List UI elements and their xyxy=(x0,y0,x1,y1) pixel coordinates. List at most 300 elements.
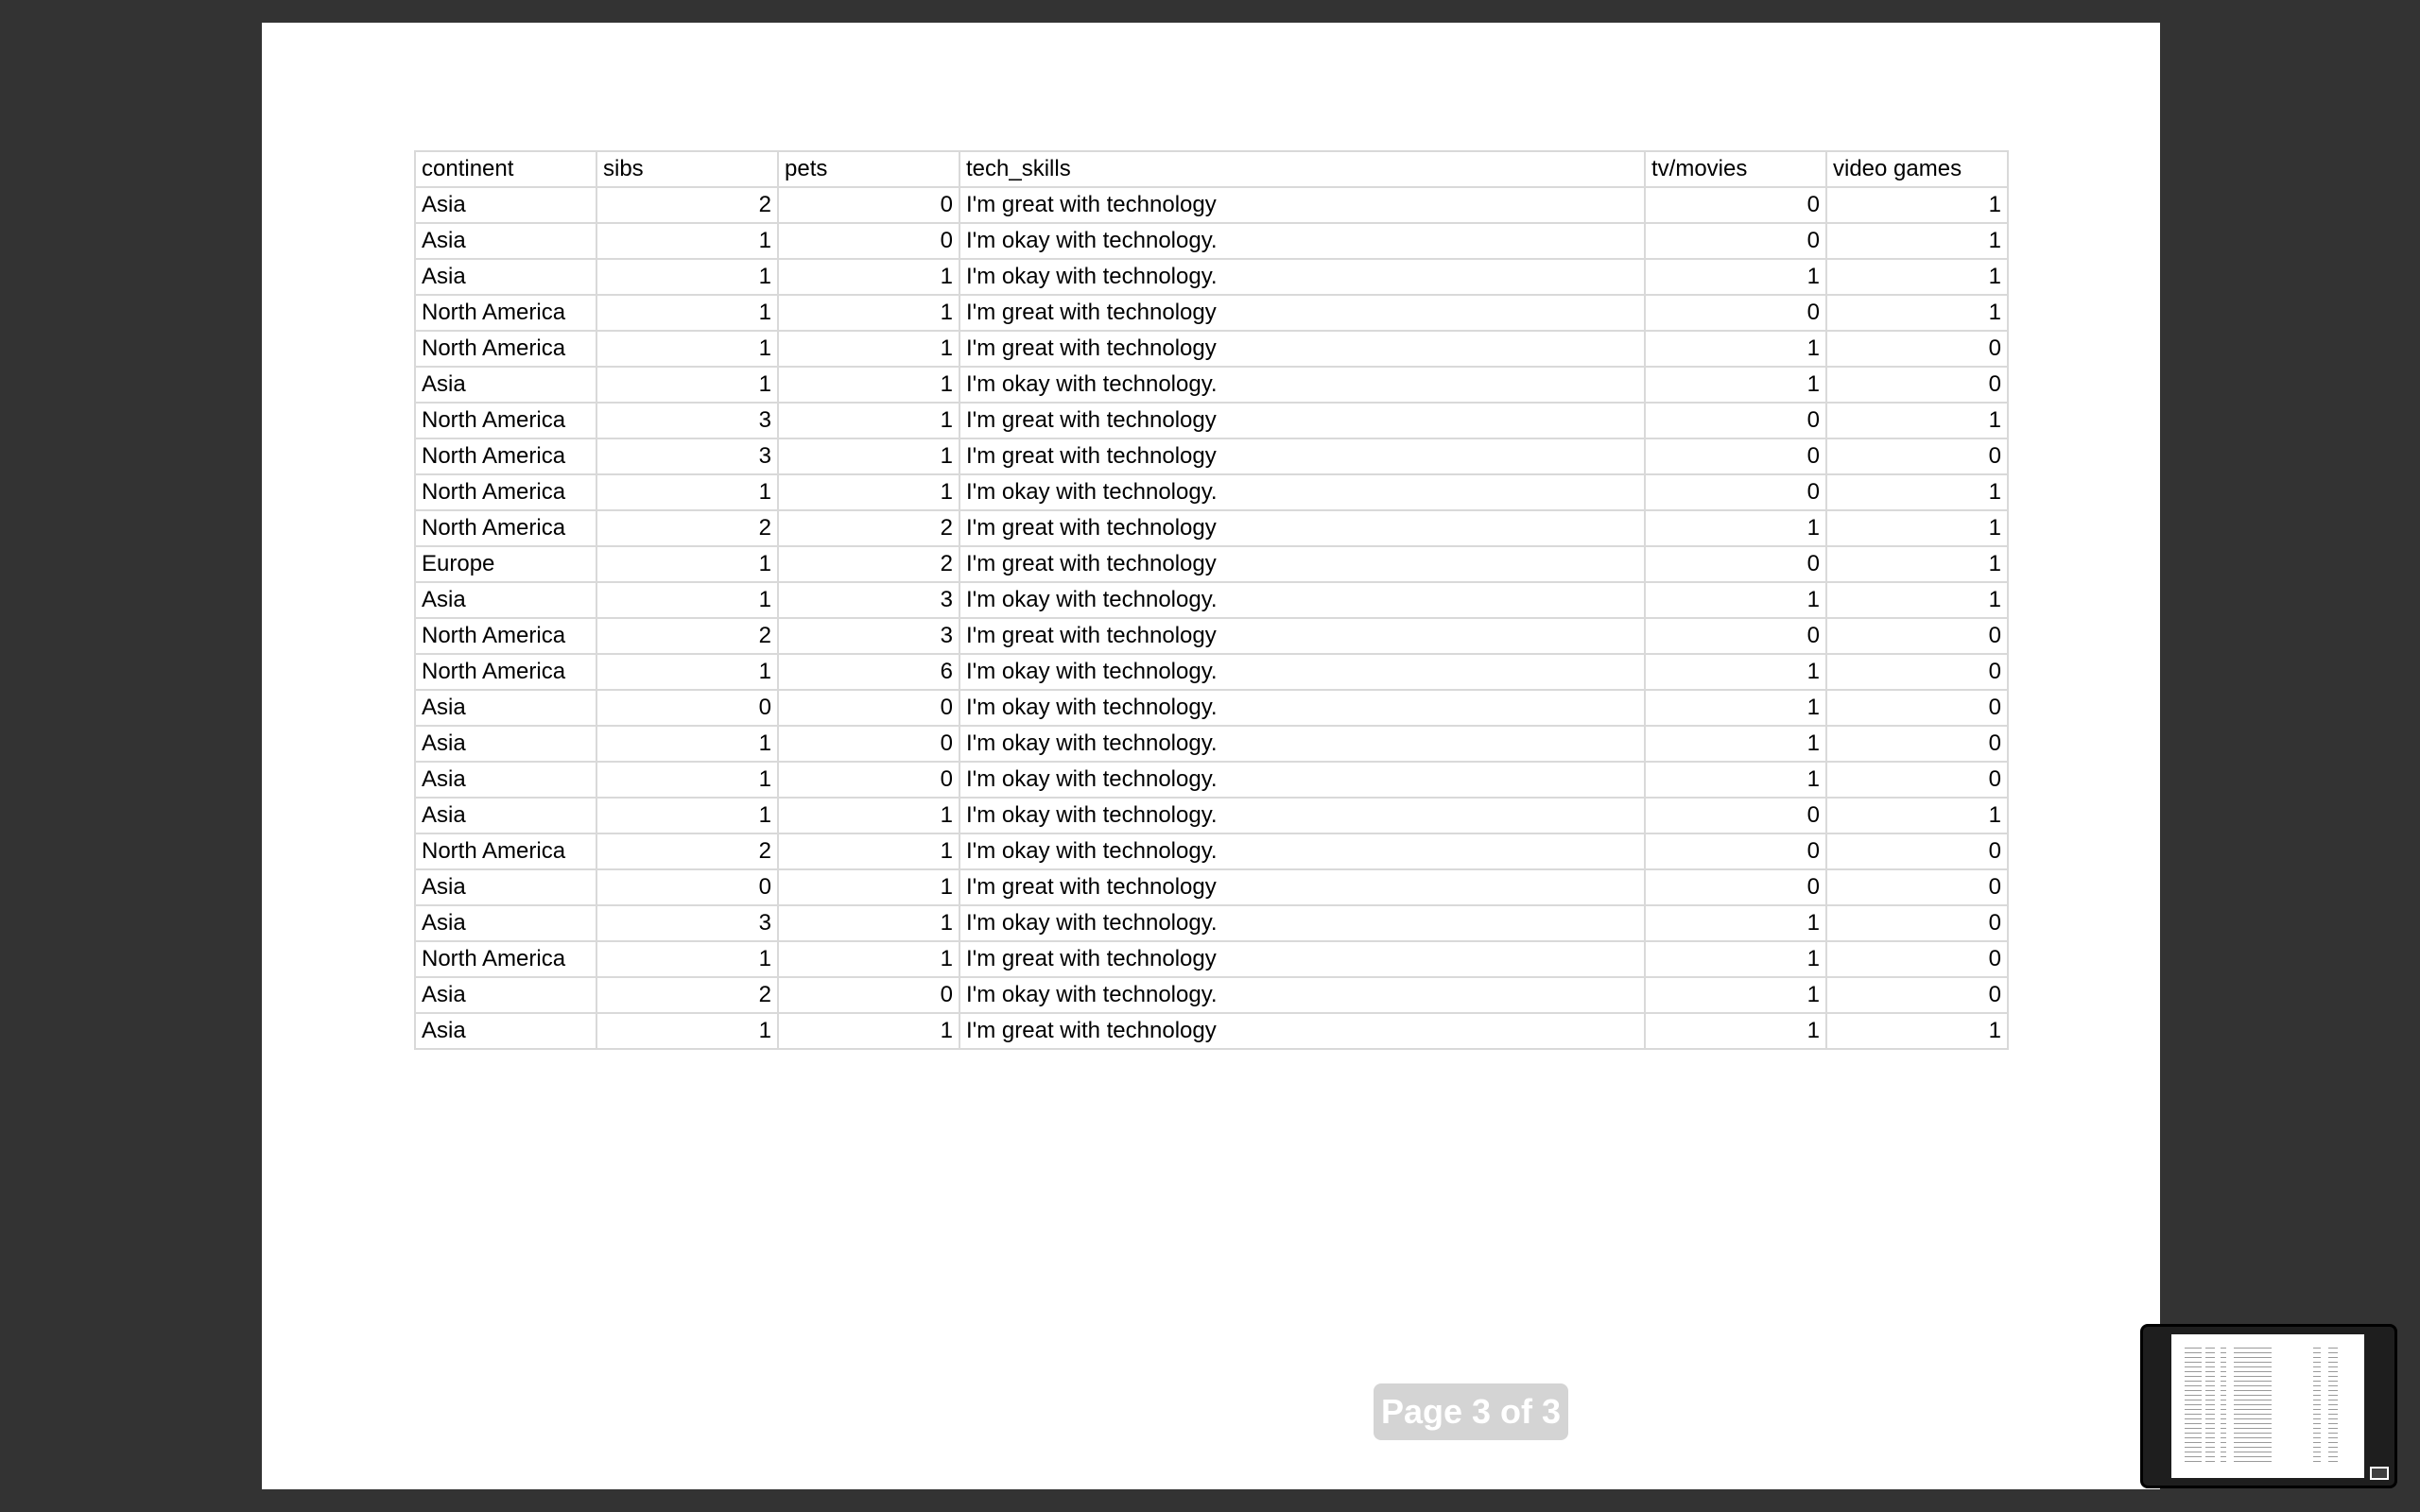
thumbnail-line xyxy=(2328,1366,2338,1367)
table-cell[interactable]: I'm okay with technology. xyxy=(959,690,1645,726)
page-thumbnail-navigator[interactable] xyxy=(2140,1324,2397,1488)
table-row xyxy=(415,438,2008,474)
table-cell[interactable]: 0 xyxy=(1645,798,1826,833)
table-cell[interactable]: 1 xyxy=(596,331,778,367)
table-row xyxy=(415,403,2008,438)
table-cell[interactable]: 0 xyxy=(1645,223,1826,259)
thumbnail-line xyxy=(2328,1442,2338,1443)
thumbnail-line xyxy=(2313,1357,2321,1358)
thumbnail-line xyxy=(2221,1409,2226,1410)
thumbnail-line xyxy=(2205,1447,2215,1448)
table-cell[interactable]: 0 xyxy=(778,762,959,798)
table-cell[interactable]: I'm okay with technology. xyxy=(959,654,1645,690)
table-cell[interactable]: I'm great with technology xyxy=(959,295,1645,331)
thumbnail-line xyxy=(2185,1357,2202,1358)
table-cell[interactable]: Asia xyxy=(415,690,596,726)
table-cell[interactable]: 1 xyxy=(596,223,778,259)
thumbnail-line xyxy=(2221,1395,2226,1396)
table-cell[interactable]: 1 xyxy=(596,654,778,690)
column-header[interactable]: video games xyxy=(1826,151,2008,187)
table-cell[interactable]: 3 xyxy=(596,905,778,941)
thumbnail-line xyxy=(2205,1371,2215,1372)
table-cell[interactable]: North America xyxy=(415,510,596,546)
table-row xyxy=(415,331,2008,367)
table-cell[interactable]: North America xyxy=(415,833,596,869)
data-table xyxy=(414,150,2009,1050)
table-cell[interactable]: 1 xyxy=(1826,187,2008,223)
thumbnail-line xyxy=(2221,1376,2226,1377)
thumbnail-line xyxy=(2205,1428,2215,1429)
thumbnail-line xyxy=(2221,1442,2226,1443)
table-cell[interactable]: Asia xyxy=(415,762,596,798)
thumbnail-line xyxy=(2185,1418,2202,1419)
thumbnail-line xyxy=(2185,1428,2202,1429)
thumbnail-line xyxy=(2221,1404,2226,1405)
table-cell[interactable]: 2 xyxy=(596,510,778,546)
thumbnail-line xyxy=(2313,1428,2321,1429)
thumbnail-line xyxy=(2234,1423,2272,1424)
thumbnail-line xyxy=(2205,1385,2215,1386)
thumbnail-line xyxy=(2234,1348,2272,1349)
thumbnail-line xyxy=(2234,1385,2272,1386)
thumbnail-line xyxy=(2313,1442,2321,1443)
thumbnail-line xyxy=(2328,1395,2338,1396)
table-cell[interactable]: 1 xyxy=(1645,331,1826,367)
table-cell[interactable]: I'm okay with technology. xyxy=(959,223,1645,259)
thumbnail-line xyxy=(2185,1456,2202,1457)
thumbnail-line xyxy=(2221,1423,2226,1424)
table-cell[interactable]: 1 xyxy=(778,438,959,474)
thumbnail-line xyxy=(2185,1395,2202,1396)
table-row xyxy=(415,618,2008,654)
table-cell[interactable]: 0 xyxy=(1645,833,1826,869)
thumbnail-line xyxy=(2234,1428,2272,1429)
table-cell[interactable]: 1 xyxy=(596,941,778,977)
thumbnail-line xyxy=(2185,1390,2202,1391)
thumbnail-line xyxy=(2221,1437,2226,1438)
thumbnail-line xyxy=(2185,1371,2202,1372)
thumbnail-line xyxy=(2328,1352,2338,1353)
thumbnail-line xyxy=(2205,1357,2215,1358)
thumbnail-line xyxy=(2221,1447,2226,1448)
table-cell[interactable]: 1 xyxy=(778,367,959,403)
table-cell[interactable]: I'm okay with technology. xyxy=(959,582,1645,618)
table-cell[interactable]: 0 xyxy=(1826,869,2008,905)
table-cell[interactable]: 0 xyxy=(1826,690,2008,726)
table-cell[interactable]: 2 xyxy=(778,510,959,546)
table-cell[interactable]: 1 xyxy=(1826,546,2008,582)
thumbnail-line xyxy=(2313,1362,2321,1363)
table-cell[interactable]: Asia xyxy=(415,582,596,618)
table-cell[interactable]: 2 xyxy=(596,618,778,654)
table-cell[interactable]: 1 xyxy=(778,474,959,510)
table-cell[interactable]: I'm great with technology xyxy=(959,546,1645,582)
table-cell[interactable]: 0 xyxy=(1645,438,1826,474)
table-row xyxy=(415,654,2008,690)
table-cell[interactable]: 0 xyxy=(778,187,959,223)
table-row xyxy=(415,941,2008,977)
table-cell[interactable]: 1 xyxy=(596,367,778,403)
table-cell[interactable]: 0 xyxy=(596,690,778,726)
thumbnail-line xyxy=(2205,1362,2215,1363)
table-row xyxy=(415,223,2008,259)
table-cell[interactable]: 1 xyxy=(778,869,959,905)
thumbnail-line xyxy=(2313,1390,2321,1391)
thumbnail-line xyxy=(2234,1381,2272,1382)
table-cell[interactable]: North America xyxy=(415,941,596,977)
thumbnail-line xyxy=(2185,1376,2202,1377)
table-cell[interactable]: Asia xyxy=(415,977,596,1013)
table-row xyxy=(415,905,2008,941)
thumbnail-line xyxy=(2313,1348,2321,1349)
table-cell[interactable]: 1 xyxy=(1645,1013,1826,1049)
table-cell[interactable]: Asia xyxy=(415,223,596,259)
table-cell[interactable]: I'm great with technology xyxy=(959,403,1645,438)
table-cell[interactable]: 1 xyxy=(596,1013,778,1049)
thumbnail-line xyxy=(2313,1395,2321,1396)
table-cell[interactable]: 1 xyxy=(1645,582,1826,618)
thumbnail-line xyxy=(2205,1404,2215,1405)
table-cell[interactable]: 1 xyxy=(1826,295,2008,331)
thumbnail-line xyxy=(2328,1423,2338,1424)
table-row xyxy=(415,187,2008,223)
column-header[interactable]: tv/movies xyxy=(1645,151,1826,187)
thumbnail-line xyxy=(2221,1362,2226,1363)
thumbnail-line xyxy=(2234,1366,2272,1367)
thumbnail-line xyxy=(2185,1366,2202,1367)
table-cell[interactable]: 1 xyxy=(1826,582,2008,618)
thumbnail-line xyxy=(2221,1414,2226,1415)
thumbnail-line xyxy=(2185,1423,2202,1424)
table-cell[interactable]: I'm great with technology xyxy=(959,187,1645,223)
thumbnail-line xyxy=(2205,1442,2215,1443)
table-cell[interactable]: Asia xyxy=(415,798,596,833)
table-cell[interactable]: 0 xyxy=(1645,546,1826,582)
thumbnail-line xyxy=(2313,1385,2321,1386)
table-cell[interactable]: 1 xyxy=(778,833,959,869)
table-cell[interactable]: 1 xyxy=(596,546,778,582)
thumbnail-line xyxy=(2205,1395,2215,1396)
thumbnail-line xyxy=(2313,1437,2321,1438)
thumbnail-line xyxy=(2221,1428,2226,1429)
thumbnail-line xyxy=(2234,1456,2272,1457)
thumbnail-line xyxy=(2185,1442,2202,1443)
thumbnail-line xyxy=(2234,1357,2272,1358)
thumbnail-line xyxy=(2313,1423,2321,1424)
thumbnail-line xyxy=(2313,1456,2321,1457)
thumbnail-line xyxy=(2221,1371,2226,1372)
thumbnail-line xyxy=(2221,1357,2226,1358)
table-cell[interactable]: I'm great with technology xyxy=(959,1013,1645,1049)
table-row xyxy=(415,295,2008,331)
table-cell[interactable]: I'm great with technology xyxy=(959,331,1645,367)
table-cell[interactable]: 3 xyxy=(596,438,778,474)
table-cell[interactable]: 0 xyxy=(1826,941,2008,977)
table-cell[interactable]: Asia xyxy=(415,1013,596,1049)
thumbnail-line xyxy=(2205,1433,2215,1434)
table-cell[interactable]: 3 xyxy=(596,403,778,438)
table-cell[interactable]: 0 xyxy=(1826,726,2008,762)
thumbnail-line xyxy=(2205,1390,2215,1391)
table-cell[interactable]: 1 xyxy=(596,259,778,295)
thumbnail-line xyxy=(2328,1348,2338,1349)
thumbnail-line xyxy=(2313,1409,2321,1410)
thumbnail-line xyxy=(2328,1456,2338,1457)
thumbnail-line xyxy=(2328,1409,2338,1410)
table-cell[interactable]: 3 xyxy=(778,582,959,618)
thumbnail-line xyxy=(2234,1404,2272,1405)
table-cell[interactable]: 1 xyxy=(596,295,778,331)
table-cell[interactable]: 1 xyxy=(1645,941,1826,977)
thumbnail-line xyxy=(2328,1357,2338,1358)
table-cell[interactable]: North America xyxy=(415,403,596,438)
thumbnail-line xyxy=(2221,1366,2226,1367)
thumbnail-line xyxy=(2185,1461,2202,1462)
thumbnail-line xyxy=(2234,1390,2272,1391)
table-cell[interactable]: 1 xyxy=(596,762,778,798)
thumbnail-line xyxy=(2328,1362,2338,1363)
thumbnail-line xyxy=(2221,1461,2226,1462)
table-cell[interactable]: I'm okay with technology. xyxy=(959,259,1645,295)
thumbnail-line xyxy=(2185,1414,2202,1415)
table-cell[interactable]: 1 xyxy=(596,582,778,618)
document-page xyxy=(262,23,2160,1489)
thumbnail-line xyxy=(2185,1433,2202,1434)
table-cell[interactable]: 0 xyxy=(1826,905,2008,941)
thumbnail-line xyxy=(2205,1409,2215,1410)
table-row xyxy=(415,977,2008,1013)
table-row xyxy=(415,582,2008,618)
table-cell[interactable]: 1 xyxy=(1826,798,2008,833)
thumbnail-line xyxy=(2313,1461,2321,1462)
table-row xyxy=(415,1013,2008,1049)
thumbnail-viewport-handle[interactable] xyxy=(2370,1467,2389,1480)
table-cell[interactable]: 1 xyxy=(596,798,778,833)
table-cell[interactable]: 0 xyxy=(1826,618,2008,654)
table-cell[interactable]: 1 xyxy=(1645,367,1826,403)
table-cell[interactable]: 0 xyxy=(1826,977,2008,1013)
thumbnail-line xyxy=(2234,1352,2272,1353)
thumbnail-line xyxy=(2313,1352,2321,1353)
thumbnail-line xyxy=(2328,1447,2338,1448)
thumbnail-line xyxy=(2313,1418,2321,1419)
thumbnail-line xyxy=(2205,1461,2215,1462)
table-cell[interactable]: I'm great with technology xyxy=(959,941,1645,977)
thumbnail-line xyxy=(2185,1447,2202,1448)
thumbnail-line xyxy=(2313,1371,2321,1372)
table-cell[interactable]: 0 xyxy=(778,726,959,762)
thumbnail-line xyxy=(2205,1418,2215,1419)
table-cell[interactable]: 1 xyxy=(1826,1013,2008,1049)
table-cell[interactable]: Asia xyxy=(415,905,596,941)
table-cell[interactable]: North America xyxy=(415,474,596,510)
table-cell[interactable]: I'm okay with technology. xyxy=(959,798,1645,833)
thumbnail-line xyxy=(2205,1456,2215,1457)
table-cell[interactable]: 1 xyxy=(1826,403,2008,438)
table-cell[interactable]: 0 xyxy=(1645,403,1826,438)
table-cell[interactable]: 1 xyxy=(778,331,959,367)
table-cell[interactable]: North America xyxy=(415,654,596,690)
thumbnail-line xyxy=(2328,1414,2338,1415)
thumbnail-line xyxy=(2205,1423,2215,1424)
table-cell[interactable]: 1 xyxy=(1645,510,1826,546)
table-cell[interactable]: 0 xyxy=(778,223,959,259)
table-row xyxy=(415,367,2008,403)
thumbnail-line xyxy=(2221,1352,2226,1353)
table-cell[interactable]: 0 xyxy=(778,690,959,726)
thumbnail-line xyxy=(2221,1348,2226,1349)
thumbnail-line xyxy=(2234,1418,2272,1419)
thumbnail-line xyxy=(2185,1348,2202,1349)
thumbnail-line xyxy=(2234,1433,2272,1434)
thumbnail-line xyxy=(2221,1390,2226,1391)
table-cell[interactable]: 1 xyxy=(1645,654,1826,690)
table-cell[interactable]: I'm great with technology xyxy=(959,618,1645,654)
table-cell[interactable]: 1 xyxy=(596,474,778,510)
table-cell[interactable]: I'm okay with technology. xyxy=(959,474,1645,510)
table-cell[interactable]: 1 xyxy=(778,259,959,295)
table-cell[interactable]: North America xyxy=(415,295,596,331)
table-cell[interactable]: 0 xyxy=(1826,438,2008,474)
table-cell[interactable]: 3 xyxy=(778,618,959,654)
table-cell[interactable]: Asia xyxy=(415,726,596,762)
thumbnail-line xyxy=(2313,1381,2321,1382)
thumbnail-line xyxy=(2234,1409,2272,1410)
table-cell[interactable]: 1 xyxy=(778,1013,959,1049)
table-cell[interactable]: Asia xyxy=(415,367,596,403)
thumbnail-line xyxy=(2234,1437,2272,1438)
table-row xyxy=(415,833,2008,869)
table-cell[interactable]: 1 xyxy=(596,726,778,762)
thumbnail-line xyxy=(2328,1433,2338,1434)
table-cell[interactable]: Asia xyxy=(415,187,596,223)
thumbnail-line xyxy=(2205,1348,2215,1349)
table-cell[interactable]: 1 xyxy=(778,798,959,833)
thumbnail-line xyxy=(2205,1437,2215,1438)
table-cell[interactable]: 0 xyxy=(1645,869,1826,905)
thumbnail-line xyxy=(2185,1437,2202,1438)
column-header[interactable]: sibs xyxy=(596,151,778,187)
thumbnail-line xyxy=(2185,1385,2202,1386)
column-header[interactable]: pets xyxy=(778,151,959,187)
table-cell[interactable]: I'm okay with technology. xyxy=(959,367,1645,403)
table-cell[interactable]: I'm okay with technology. xyxy=(959,905,1645,941)
table-cell[interactable]: 1 xyxy=(1645,690,1826,726)
table-cell[interactable]: Europe xyxy=(415,546,596,582)
table-cell[interactable]: 1 xyxy=(778,403,959,438)
thumbnail-line xyxy=(2313,1433,2321,1434)
thumbnail-line xyxy=(2185,1381,2202,1382)
column-header[interactable]: tech_skills xyxy=(959,151,1645,187)
table-row xyxy=(415,798,2008,833)
table-row xyxy=(415,259,2008,295)
thumbnail-line xyxy=(2234,1414,2272,1415)
table-cell[interactable]: 0 xyxy=(1826,654,2008,690)
thumbnail-line xyxy=(2234,1447,2272,1448)
page-thumbnail-icon[interactable] xyxy=(2171,1334,2364,1478)
table-cell[interactable]: 0 xyxy=(778,977,959,1013)
table-cell[interactable]: 1 xyxy=(1826,223,2008,259)
thumbnail-line xyxy=(2205,1381,2215,1382)
thumbnail-line xyxy=(2328,1385,2338,1386)
table-cell[interactable]: 0 xyxy=(1826,367,2008,403)
thumbnail-line xyxy=(2221,1381,2226,1382)
thumbnail-line xyxy=(2221,1433,2226,1434)
table-cell[interactable]: 0 xyxy=(1645,295,1826,331)
table-row xyxy=(415,690,2008,726)
table-row xyxy=(415,726,2008,762)
column-header[interactable]: continent xyxy=(415,151,596,187)
thumbnail-line xyxy=(2234,1461,2272,1462)
thumbnail-line xyxy=(2221,1385,2226,1386)
table-cell[interactable]: 0 xyxy=(1645,474,1826,510)
table-cell[interactable]: 2 xyxy=(596,187,778,223)
table-cell[interactable]: I'm okay with technology. xyxy=(959,833,1645,869)
table-cell[interactable]: Asia xyxy=(415,869,596,905)
table-cell[interactable]: 0 xyxy=(596,869,778,905)
thumbnail-line xyxy=(2328,1437,2338,1438)
table-cell[interactable]: I'm okay with technology. xyxy=(959,726,1645,762)
thumbnail-line xyxy=(2328,1376,2338,1377)
table-cell[interactable]: 2 xyxy=(596,977,778,1013)
thumbnail-line xyxy=(2234,1376,2272,1377)
thumbnail-line xyxy=(2205,1414,2215,1415)
thumbnail-line xyxy=(2328,1418,2338,1419)
table-cell[interactable]: 1 xyxy=(778,295,959,331)
thumbnail-line xyxy=(2328,1461,2338,1462)
table-cell[interactable]: 1 xyxy=(778,905,959,941)
table-cell[interactable]: 6 xyxy=(778,654,959,690)
table-cell[interactable]: 1 xyxy=(1645,259,1826,295)
thumbnail-line xyxy=(2313,1447,2321,1448)
table-cell[interactable]: 0 xyxy=(1826,762,2008,798)
table-cell[interactable]: 1 xyxy=(1826,259,2008,295)
table-cell[interactable]: 1 xyxy=(1645,905,1826,941)
table-cell[interactable]: 2 xyxy=(596,833,778,869)
table-cell[interactable]: 1 xyxy=(778,941,959,977)
thumbnail-line xyxy=(2313,1414,2321,1415)
table-cell[interactable]: 2 xyxy=(778,546,959,582)
thumbnail-line xyxy=(2234,1442,2272,1443)
table-cell[interactable]: Asia xyxy=(415,259,596,295)
thumbnail-line xyxy=(2185,1352,2202,1353)
thumbnail-line xyxy=(2313,1404,2321,1405)
table-cell[interactable]: 0 xyxy=(1645,187,1826,223)
thumbnail-line xyxy=(2205,1352,2215,1353)
table-cell[interactable]: I'm okay with technology. xyxy=(959,977,1645,1013)
table-cell[interactable]: 1 xyxy=(1826,474,2008,510)
table-cell[interactable]: 1 xyxy=(1645,762,1826,798)
table-cell[interactable]: North America xyxy=(415,438,596,474)
thumbnail-line xyxy=(2234,1395,2272,1396)
table-cell[interactable]: 1 xyxy=(1645,977,1826,1013)
table-cell[interactable]: 0 xyxy=(1645,618,1826,654)
table-cell[interactable]: 1 xyxy=(1826,510,2008,546)
table-row xyxy=(415,869,2008,905)
table-cell[interactable]: North America xyxy=(415,331,596,367)
table-cell[interactable]: I'm great with technology xyxy=(959,869,1645,905)
table-cell[interactable]: 1 xyxy=(1645,726,1826,762)
table-cell[interactable]: I'm great with technology xyxy=(959,438,1645,474)
thumbnail-line xyxy=(2313,1376,2321,1377)
thumbnail-line xyxy=(2221,1456,2226,1457)
table-cell[interactable]: I'm okay with technology. xyxy=(959,762,1645,798)
table-cell[interactable]: 0 xyxy=(1826,833,2008,869)
table-cell[interactable]: 0 xyxy=(1826,331,2008,367)
thumbnail-line xyxy=(2328,1428,2338,1429)
table-cell[interactable]: I'm great with technology xyxy=(959,510,1645,546)
table-cell[interactable]: North America xyxy=(415,618,596,654)
